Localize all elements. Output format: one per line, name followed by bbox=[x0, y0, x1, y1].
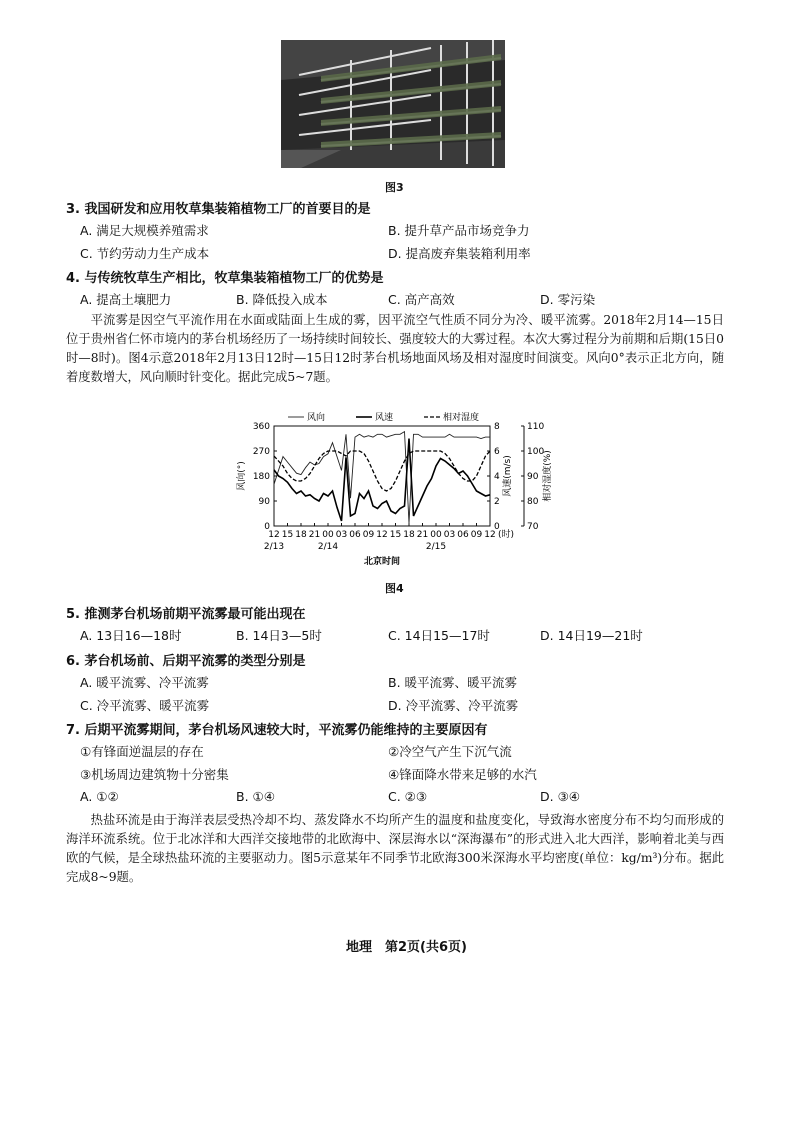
q6-option-a: A. 暖平流雾、冷平流雾 bbox=[80, 675, 209, 690]
y-left-tick-label: 360 bbox=[252, 422, 270, 432]
q7-option-b: B. ①④ bbox=[236, 789, 275, 804]
date-label: 2/13 bbox=[263, 542, 285, 552]
greenhouse-shelves-image bbox=[281, 40, 505, 168]
y-left-axis-label: 风向(°) bbox=[237, 461, 247, 491]
figure-3-caption: 图3 bbox=[385, 181, 404, 194]
x-tick-label: 00 bbox=[430, 530, 442, 540]
y-left-tick-label: 270 bbox=[252, 447, 270, 457]
x-tick-label: 21 bbox=[308, 530, 321, 540]
figure-4-chart bbox=[228, 410, 558, 580]
y-mid-tick-label: 0 bbox=[494, 522, 500, 532]
figure-3-photo bbox=[281, 40, 505, 168]
passage-thermohaline: 热盐环流是由于海洋表层受热冷却不均、蒸发降水不均所产生的温度和盐度变化，导致海水密度分布不均匀而形成的海洋环流系统。位于北冰洋和大西洋交接地带的北欧海中、深层海水以“深海瀑布”的形式进入北大西洋，影响着北美与西欧的气候，是全球热盐环流的主要驱动力。图5示意某年不同季节北欧海300米深海水平均密度(单位：kg/m³)分布。据此完成8~9题。 bbox=[66, 813, 724, 884]
y-left-tick-label: 90 bbox=[258, 497, 270, 507]
question-7-stem: 7. 后期平流雾期间，茅台机场风速较大时，平流雾仍能维持的主要原因有 bbox=[66, 723, 488, 738]
legend-label: 相对湿度 bbox=[443, 413, 480, 423]
question-6-stem: 6. 茅台机场前、后期平流雾的类型分别是 bbox=[66, 654, 306, 669]
q4-option-c: C. 高产高效 bbox=[388, 292, 455, 307]
q7-item-2: ②冷空气产生下沉气流 bbox=[388, 744, 512, 759]
q7-item-1: ①有锋面逆温层的存在 bbox=[80, 744, 204, 759]
series-line-相对湿度 bbox=[274, 451, 490, 491]
x-tick-label: 06 bbox=[349, 530, 361, 540]
q6-option-c: C. 冷平流雾、暖平流雾 bbox=[80, 698, 210, 713]
chart-plot-area bbox=[274, 432, 490, 524]
x-tick-label: 03 bbox=[335, 530, 348, 540]
q5-option-c: C. 14日15—17时 bbox=[388, 628, 490, 643]
q4-option-d: D. 零污染 bbox=[540, 292, 596, 307]
y-right-tick-label: 80 bbox=[527, 497, 539, 507]
q7-item-3: ③机场周边建筑物十分密集 bbox=[80, 767, 229, 782]
series-line-风速 bbox=[274, 439, 490, 522]
q3-option-c: C. 节约劳动力生产成本 bbox=[80, 246, 210, 261]
x-tick-label: 03 bbox=[443, 530, 456, 540]
q4-option-b: B. 降低投入成本 bbox=[236, 292, 328, 307]
q7-option-d: D. ③④ bbox=[540, 789, 580, 804]
y-left-tick-label: 0 bbox=[264, 522, 270, 532]
plot-frame bbox=[274, 426, 490, 526]
y-left-tick-label: 180 bbox=[252, 472, 270, 482]
date-label: 2/15 bbox=[425, 542, 447, 552]
x-tick-label: 09 bbox=[362, 530, 375, 540]
q6-option-b: B. 暖平流雾、暖平流雾 bbox=[388, 675, 518, 690]
question-4-stem: 4. 与传统牧草生产相比，牧草集装箱植物工厂的优势是 bbox=[66, 271, 384, 286]
q5-option-a: A. 13日16—18时 bbox=[80, 628, 182, 643]
q4-option-a: A. 提高土壤肥力 bbox=[80, 292, 172, 307]
q3-option-a: A. 满足大规模养殖需求 bbox=[80, 223, 209, 238]
q7-option-c: C. ②③ bbox=[388, 789, 428, 804]
q5-option-d: D. 14日19—21时 bbox=[540, 628, 643, 643]
x-tick-label: 12 bbox=[268, 530, 280, 540]
y-mid-tick-label: 8 bbox=[494, 422, 500, 432]
x-tick-label: 09 bbox=[470, 530, 483, 540]
y-right-tick-label: 90 bbox=[527, 472, 539, 482]
chart-axes bbox=[235, 422, 553, 567]
x-unit-label: (时) bbox=[498, 530, 515, 540]
y-mid-tick-label: 6 bbox=[494, 447, 500, 457]
chart-legend bbox=[288, 411, 479, 423]
legend-label: 风速 bbox=[375, 413, 394, 423]
y-right-tick-label: 110 bbox=[527, 422, 545, 432]
y-mid-axis-label: 风速(m/s) bbox=[503, 455, 513, 497]
q6-option-d: D. 冷平流雾、冷平流雾 bbox=[388, 698, 519, 713]
x-tick-label: 15 bbox=[281, 530, 294, 540]
legend-label: 风向 bbox=[307, 413, 326, 423]
x-axis-label: 北京时间 bbox=[363, 557, 401, 567]
wind-humidity-chart bbox=[228, 410, 558, 580]
page-footer: 地理 第2页(共6页) bbox=[346, 940, 467, 955]
y-mid-tick-label: 2 bbox=[494, 497, 500, 507]
figure-4-caption: 图4 bbox=[385, 582, 404, 595]
y-mid-tick-label: 4 bbox=[494, 472, 500, 482]
y-right-tick-label: 100 bbox=[527, 447, 545, 457]
x-tick-label: 21 bbox=[416, 530, 429, 540]
y-right-tick-label: 70 bbox=[527, 522, 539, 532]
y-right-axis-label: 相对湿度(%) bbox=[543, 450, 553, 502]
question-5-stem: 5. 推测茅台机场前期平流雾最可能出现在 bbox=[66, 607, 306, 622]
q5-option-b: B. 14日3—5时 bbox=[236, 628, 322, 643]
passage-advection-fog: 平流雾是因空气平流作用在水面或陆面上生成的雾，因平流空气性质不同分为冷、暖平流雾。2018年2月14—15日位于贵州省仁怀市境内的茅台机场经历了一场持续时间较长、强度较大的大雾过程。本次大雾过程分为前期和后期(15日0时—8时)。图4示意2018年2月13日12时—15日12时茅台机场地面风场及相对湿度时间演变。风向0°表示正北方向，随着度数增大，风向顺时针变化。据此完成5~7题。 bbox=[66, 313, 724, 384]
x-tick-label: 06 bbox=[457, 530, 469, 540]
q7-option-a: A. ①② bbox=[80, 789, 119, 804]
q7-item-4: ④锋面降水带来足够的水汽 bbox=[388, 767, 537, 782]
x-tick-label: 15 bbox=[389, 530, 402, 540]
question-3-stem: 3. 我国研发和应用牧草集装箱植物工厂的首要目的是 bbox=[66, 202, 371, 217]
q3-option-b: B. 提升草产品市场竞争力 bbox=[388, 223, 530, 238]
x-tick-label: 18 bbox=[403, 530, 415, 540]
x-tick-label: 00 bbox=[322, 530, 334, 540]
x-tick-label: 18 bbox=[295, 530, 307, 540]
x-tick-label: 12 bbox=[376, 530, 388, 540]
date-label: 2/14 bbox=[317, 542, 339, 552]
x-tick-label: 12 bbox=[484, 530, 496, 540]
q3-option-d: D. 提高废弃集装箱利用率 bbox=[388, 246, 531, 261]
